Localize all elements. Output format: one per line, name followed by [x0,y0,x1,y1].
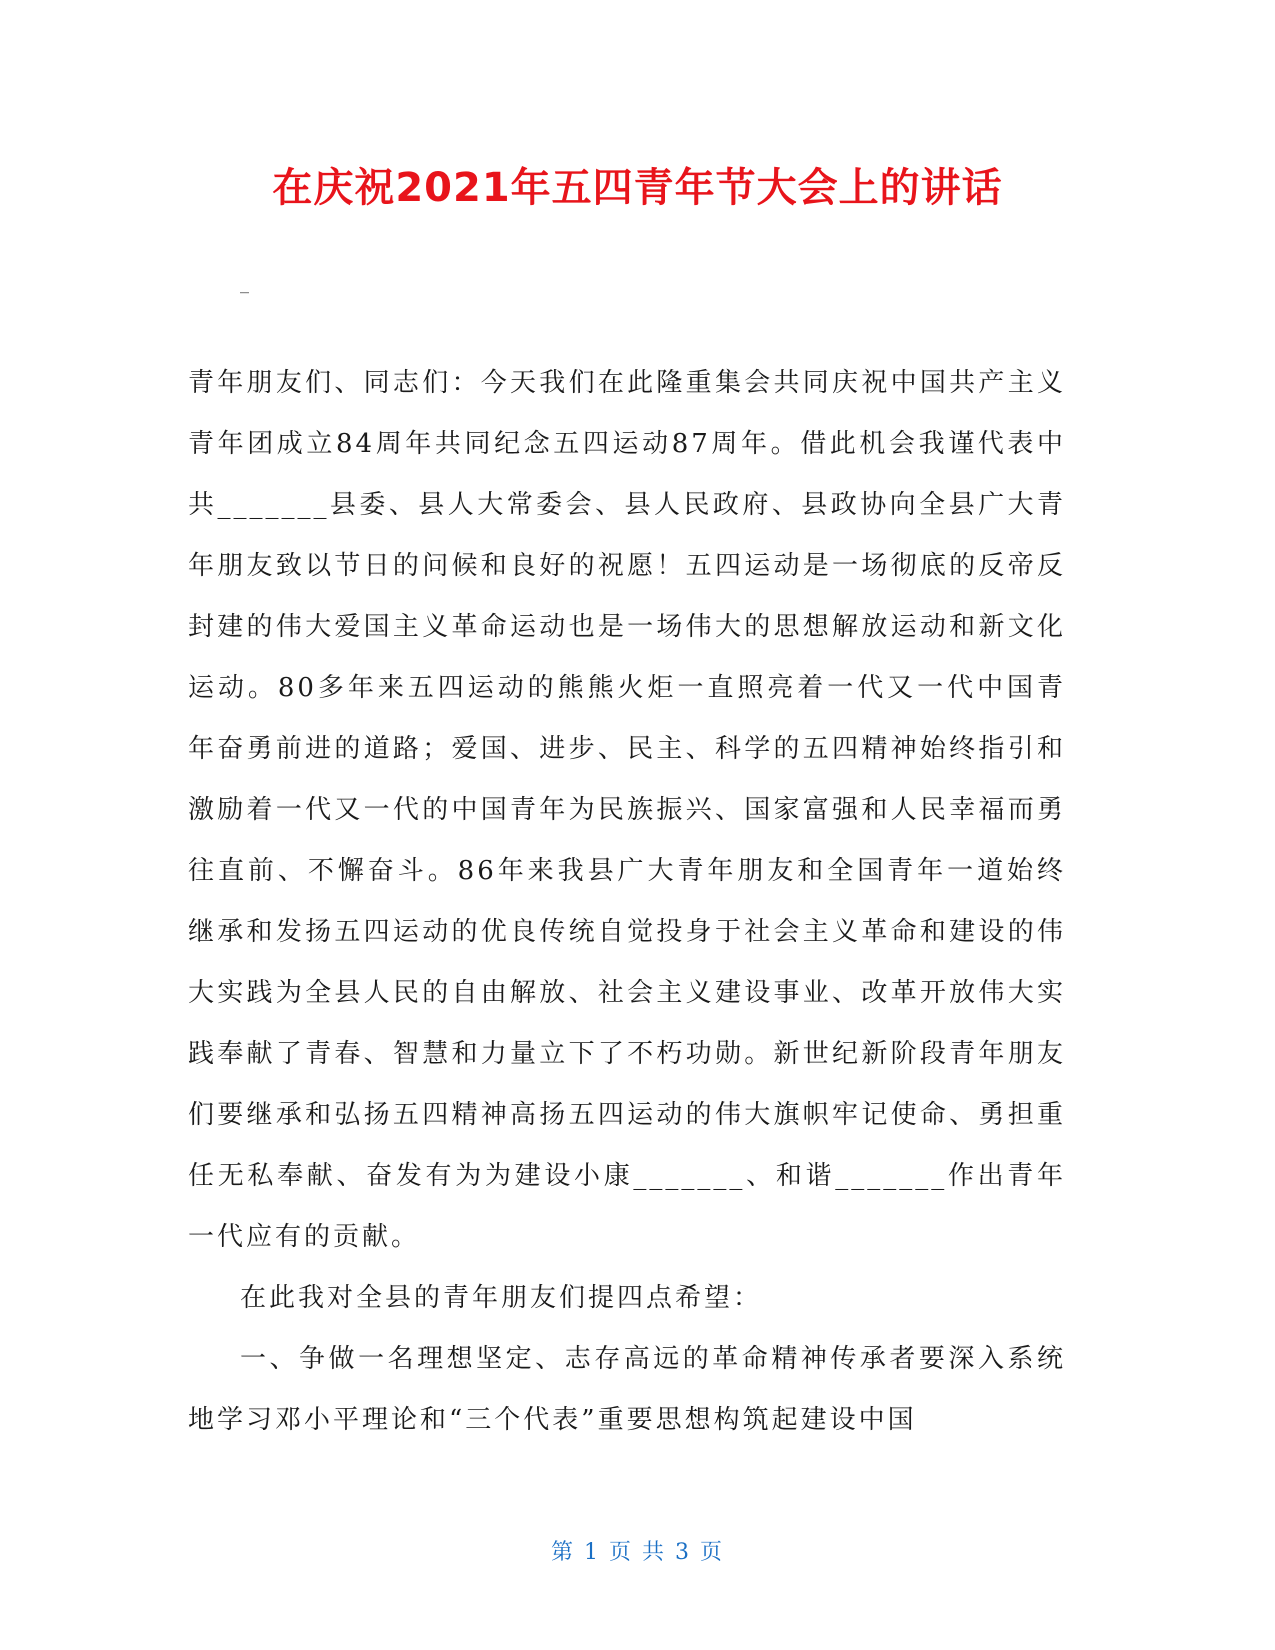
dash-mark: _ [240,273,249,294]
paragraph-hopes-intro: 在此我对全县的青年朋友们提四点希望： [240,1283,763,1313]
document-title: 在庆祝2021年五四青年节大会上的讲话 [272,165,1003,211]
paragraph-hope-one: 一、争做一名理想坚定、志存高远的革命精神传承者要深入系统地学习邓小平理论和“三个代表”重要思想构筑起建设中国 [188,1344,1066,1435]
page-footer: 第 1 页 共 3 页 [551,1540,724,1565]
document-body [188,353,1066,1451]
paragraph-opening: 青年朋友们、同志们：今天我们在此隆重集会共同庆祝中国共产主义青年团成立84周年共同纪念五四运动87周年。借此机会我谨代表中共_______县委、县人大常委会、县人民政府、县政协向全县广大青年朋友致以节日的问候和良好的祝愿！五四运动是一场彻底的反帝反封建的伟大爱国主义革命运动也是一场伟大的思想解放运动和新文化运动。80多年来五四运动的熊熊火炬一直照亮着一代又一代中国青年奋勇前进的道路；爱国、进步、民主、科学的五四精神始终指引和激励着一代又一代的中国青年为民族振兴、国家富强和人民幸福而勇往直前、不懈奋斗。86年来我县广大青年朋友和全国青年一道始终继承和发扬五四运动的优良传统自觉投身于社会主义革命和建设的伟大实践为全县人民的自由解放、社会主义建设事业、改革开放伟大实践奉献了青春、智慧和力量立下了不朽功勋。新世纪新阶段青年朋友们要继承和弘扬五四精神高扬五四运动的伟大旗帜牢记使命、勇担重任无私奉献、奋发有为为建设小康_______、和谐_______作出青年一代应有的贡献。 [188,368,1066,1252]
